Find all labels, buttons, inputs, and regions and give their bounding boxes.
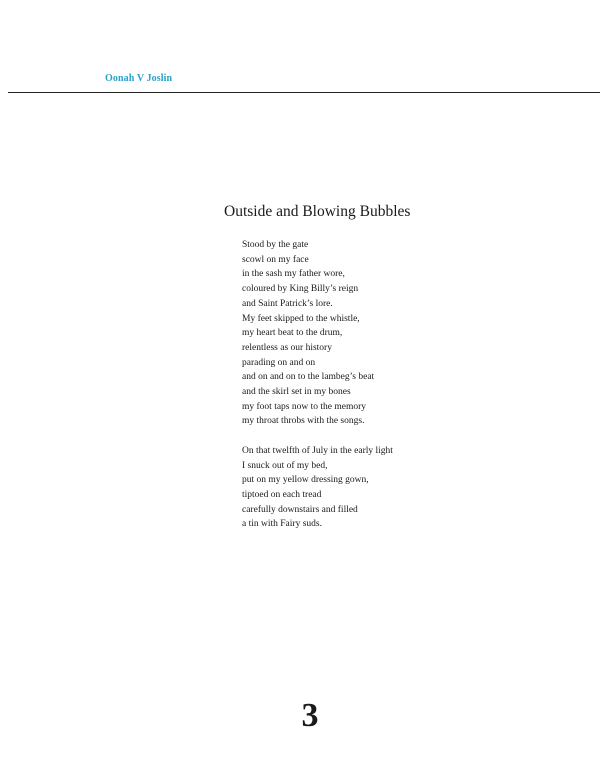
poem-line: scowl on my face	[242, 254, 309, 265]
poem-line: and on and on to the lambeg’s beat	[242, 372, 375, 383]
poem-line: coloured by King Billy’s reign	[242, 284, 359, 295]
poem-line: in the sash my father wore,	[242, 269, 345, 280]
poem-line: put on my yellow dressing gown,	[242, 475, 369, 486]
poem-body	[242, 238, 393, 547]
stanza-1	[242, 238, 393, 429]
poem-line: and Saint Patrick’s lore.	[242, 298, 333, 309]
poem-line: my throat throbs with the songs.	[242, 416, 365, 427]
stanza-2	[242, 444, 393, 532]
poem-line: relentless as our history	[242, 342, 332, 353]
poem-line: carefully downstairs and filled	[242, 504, 358, 515]
poem-line: Stood by the gate	[242, 240, 309, 250]
running-header-author: Oonah V Joslin	[105, 73, 173, 84]
page-number: 3	[301, 697, 319, 734]
header-rule	[8, 92, 600, 93]
poem-line: parading on and on	[242, 357, 316, 368]
poem-line: tiptoed on each tread	[242, 489, 322, 500]
poem-line: and the skirl set in my bones	[242, 387, 351, 398]
poem-line: My feet skipped to the whistle,	[242, 313, 360, 324]
poem-line: a tin with Fairy suds.	[242, 519, 322, 530]
poem-line: I snuck out of my bed,	[242, 460, 328, 471]
poem-line: On that twelfth of July in the early light	[242, 445, 393, 456]
poem-line: my heart beat to the drum,	[242, 328, 343, 339]
poem-title: Outside and Blowing Bubbles	[224, 203, 411, 220]
poem-line: my foot taps now to the memory	[242, 401, 367, 412]
